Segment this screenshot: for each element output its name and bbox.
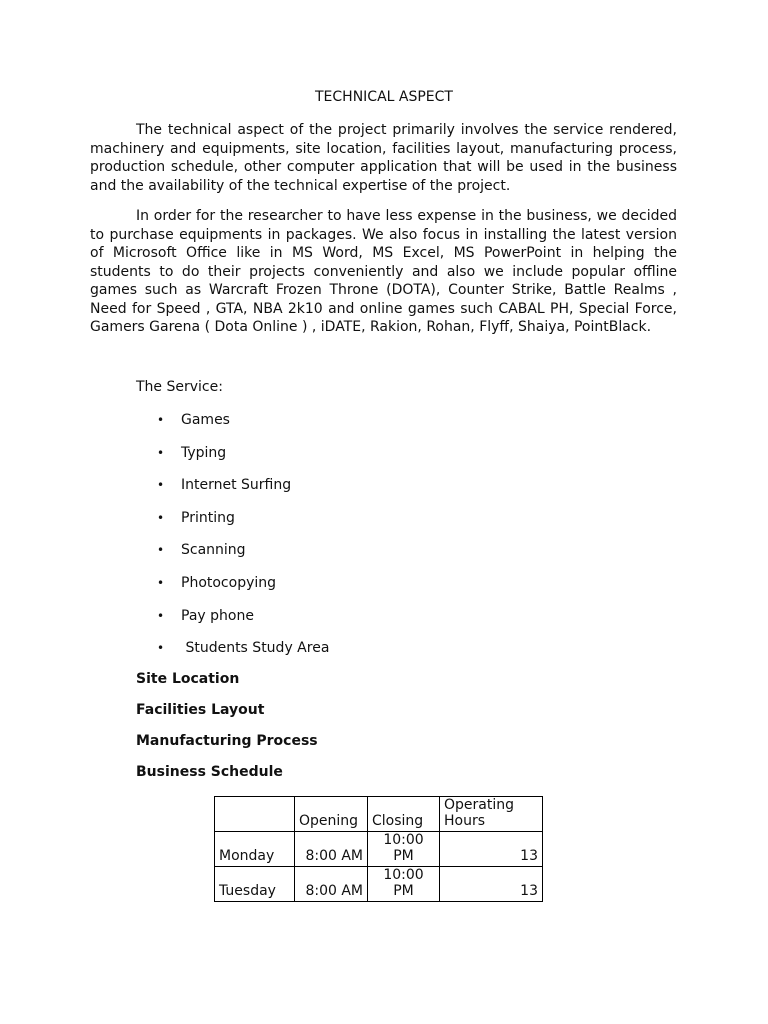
bullet-icon: • — [157, 543, 165, 558]
table-cell: 13 — [440, 832, 543, 867]
bullet-icon: • — [157, 575, 165, 590]
table-header-row — [215, 797, 543, 832]
heading-site-location: Site Location — [136, 671, 240, 687]
table-row — [215, 867, 543, 902]
bullet-icon: • — [157, 478, 165, 493]
service-list — [136, 404, 329, 665]
heading-manufacturing-process: Manufacturing Process — [136, 733, 318, 749]
list-item — [136, 534, 329, 567]
bullet-icon: • — [157, 510, 165, 525]
service-item-label: Students Study Area — [181, 640, 330, 657]
table-row — [215, 832, 543, 867]
service-item-label: Games — [181, 412, 230, 428]
list-item — [136, 437, 329, 470]
list-item — [136, 469, 329, 502]
page-title: TECHNICAL ASPECT — [315, 89, 453, 105]
list-item — [136, 600, 329, 633]
list-item — [136, 502, 329, 535]
equipment-paragraph: In order for the researcher to have less expense in the business, we decided to purchase equipments in packages. We also focus in installing the latest version of Microsoft Office like in MS Word, MS Excel, MS PowerPoint in helping the students to do their projects conveniently and also we include popular offline games such as Warcraft Frozen Throne (DOTA), Counter Strike, Battle Realms , Need for Speed , GTA, NBA 2k10 and online games such CABAL PH, Special Force, Gamers Garena ( Dota Online ) , iDATE, Rakion, Rohan, Flyff, Shaiya, PointBlack. — [90, 208, 677, 335]
service-item-label: Printing — [181, 509, 235, 526]
bullet-icon: • — [157, 641, 165, 656]
service-item-label: Pay phone — [181, 607, 254, 624]
heading-facilities-layout: Facilities Layout — [136, 702, 265, 718]
table-cell: Tuesday — [215, 867, 295, 902]
service-item-label: Photocopying — [181, 574, 277, 591]
table-cell: 8:00 AM — [295, 832, 368, 867]
column-header: Opening — [295, 797, 368, 832]
bullet-icon: • — [157, 445, 165, 460]
column-header: Operating Hours — [440, 797, 543, 832]
table-cell: 10:00 PM — [368, 867, 440, 902]
table-cell: 8:00 AM — [295, 867, 368, 902]
service-item-label: Typing — [181, 444, 227, 461]
list-item — [136, 404, 329, 437]
list-item — [136, 567, 329, 600]
list-item — [136, 632, 329, 665]
schedule-table — [214, 796, 543, 902]
service-item-label: Internet Surfing — [181, 477, 292, 494]
table-cell: 13 — [440, 867, 543, 902]
bullet-icon: • — [157, 413, 165, 427]
column-header — [215, 797, 295, 832]
heading-business-schedule: Business Schedule — [136, 764, 283, 780]
bullet-icon: • — [157, 608, 165, 623]
service-label: The Service: — [136, 379, 223, 395]
column-header: Closing — [368, 797, 440, 832]
table-cell: Monday — [215, 832, 295, 867]
service-item-label: Scanning — [181, 542, 246, 559]
table-cell: 10:00 PM — [368, 832, 440, 867]
intro-paragraph: The technical aspect of the project primarily involves the service rendered, machinery and equipments, site location, facilities layout, manufacturing process, production schedule, other computer application that will be used in the business and the availability of the technical expertise of the project. — [90, 122, 677, 194]
